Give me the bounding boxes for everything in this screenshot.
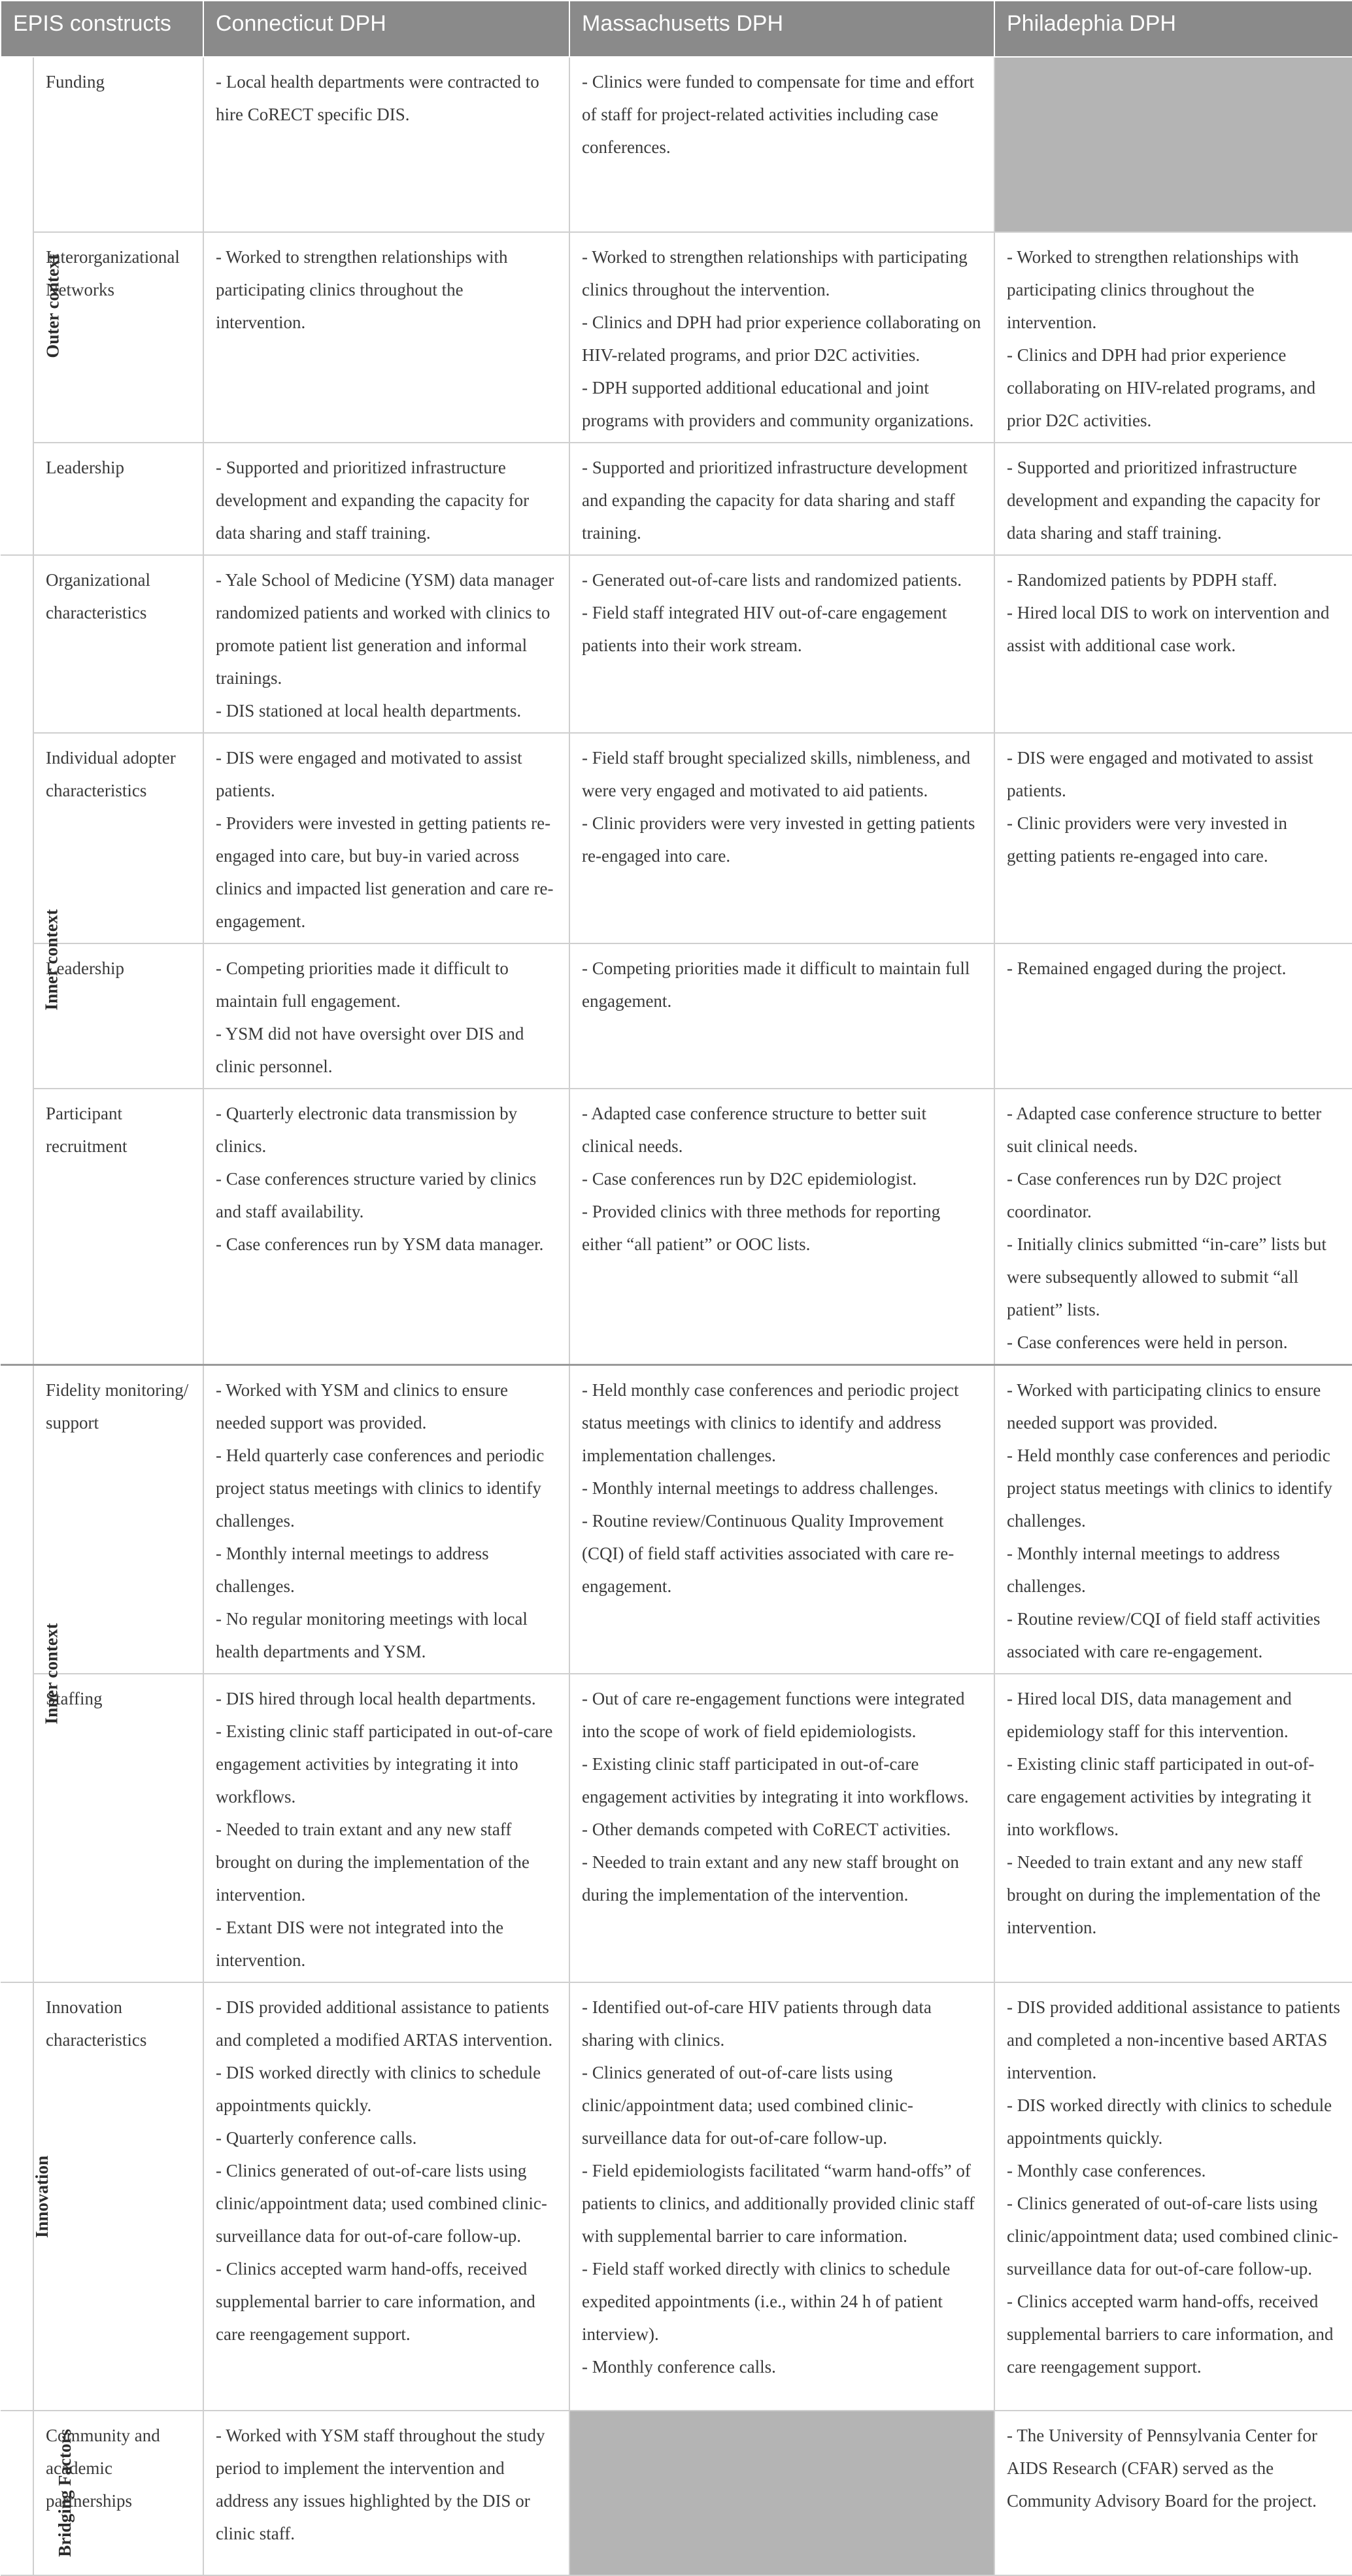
cell-bullet: - DIS worked directly with clinics to schedule appointments quickly. <box>1007 2095 1332 2148</box>
cell-bullet: - Clinics and DPH had prior experience collaborating on HIV-related programs, and prior D2C activities. <box>582 313 981 365</box>
ct-cell <box>203 232 569 443</box>
ct-cell <box>203 57 569 232</box>
cell-bullet: - Initially clinics submitted “in-care” lists but were subsequently allowed to submit “all patient” lists. <box>1007 1234 1327 1319</box>
construct-cell: Organizational characteristics <box>33 555 203 733</box>
cell-bullet: - Case conferences run by YSM data manager. <box>216 1234 544 1254</box>
cell-bullet: - Clinics and DPH had prior experience collaborating on HIV-related programs, and prior D2C activities. <box>1007 345 1316 430</box>
cell-bullet: - Needed to train extant and any new staff brought on during the implementation of the intervention. <box>582 1852 959 1905</box>
group-inner-context-2: Inner context <box>1 1365 33 1983</box>
ma-cell <box>569 443 994 555</box>
cell-bullet: - Field epidemiologists facilitated “warm hand-offs” of patients to clinics, and additionally provided clinic staff with supplemental barrier to care information. <box>582 2161 975 2246</box>
group-inner-context: Inner context <box>1 555 33 1365</box>
cell-bullet: - Identified out-of-care HIV patients through data sharing with clinics. <box>582 1997 932 2050</box>
cell-bullet: - Held monthly case conferences and periodic project status meetings with clinics to identify challenges. <box>1007 1446 1332 1531</box>
cell-bullet: - Competing priorities made it difficult to maintain full engagement. <box>582 958 970 1011</box>
cell-bullet: - Supported and prioritized infrastructure development and expanding the capacity for data sharing and staff training. <box>582 458 968 543</box>
pa-cell <box>994 2411 1352 2575</box>
table-row <box>1 57 1352 232</box>
pa-cell <box>994 443 1352 555</box>
construct-cell: Community and academic partnerships <box>33 2411 203 2575</box>
pa-cell-empty <box>994 57 1352 232</box>
pa-cell <box>994 1365 1352 1674</box>
construct-cell: Innovation characteristics <box>33 1982 203 2411</box>
header-epis-constructs: EPIS constructs <box>1 1 203 57</box>
group-innovation: Innovation <box>1 1982 33 2411</box>
cell-bullet: - Out of care re-engagement functions were integrated into the scope of work of field epidemiologists. <box>582 1689 965 1741</box>
cell-bullet: - Held quarterly case conferences and periodic project status meetings with clinics to identify challenges. <box>216 1446 545 1531</box>
construct-cell: Staffing <box>33 1674 203 1982</box>
ma-cell <box>569 1365 994 1674</box>
cell-bullet: - Field staff brought specialized skills, nimbleness, and were very engaged and motivated to aid patients. <box>582 748 971 800</box>
ct-cell <box>203 1982 569 2411</box>
cell-bullet: - Case conferences were held in person. <box>1007 1332 1288 1352</box>
group-bridging-factors: Bridging Factors <box>1 2411 33 2575</box>
table-row <box>1 1674 1352 1982</box>
cell-bullet: - Provided clinics with three methods for reporting either “all patient” or OOC lists. <box>582 1202 941 1254</box>
header-massachusetts: Massachusetts DPH <box>569 1 994 57</box>
cell-bullet: - Routine review/Continuous Quality Improvement (CQI) of field staff activities associated with care re-engagement. <box>582 1511 955 1596</box>
table-row <box>1 2411 1352 2575</box>
cell-bullet: - Clinics generated of out-of-care lists using clinic/appointment data; used combined clinic-surveillance data for out-of-care follow-up. <box>1007 2194 1338 2279</box>
cell-bullet: - Local health departments were contracted to hire CoRECT specific DIS. <box>216 72 539 124</box>
cell-bullet: - Clinic providers were very invested in getting patients re-engaged into care. <box>1007 813 1287 866</box>
construct-cell: Funding <box>33 57 203 232</box>
cell-bullet: - Yale School of Medicine (YSM) data manager randomized patients and worked with clinics to promote patient list generation and informal trainings. <box>216 570 554 688</box>
cell-bullet: - Worked to strengthen relationships with participating clinics throughout the intervention. <box>582 247 968 299</box>
construct-cell: Participant recruitment <box>33 1089 203 1365</box>
ma-cell <box>569 232 994 443</box>
cell-bullet: - DIS provided additional assistance to patients and completed a non-incentive based ARTAS intervention. <box>1007 1997 1340 2082</box>
cell-bullet: - Generated out-of-care lists and randomized patients. <box>582 570 962 590</box>
cell-bullet: - Clinics generated of out-of-care lists using clinic/appointment data; used combined clinic-surveillance data for out-of-care follow-up. <box>216 2161 547 2246</box>
cell-bullet: - Monthly internal meetings to address challenges. <box>1007 1544 1280 1596</box>
cell-bullet: - Clinic providers were very invested in getting patients re-engaged into care. <box>582 813 975 866</box>
cell-bullet: - Hired local DIS, data management and epidemiology staff for this intervention. <box>1007 1689 1292 1741</box>
pa-cell <box>994 1674 1352 1982</box>
ma-cell <box>569 1674 994 1982</box>
table-row <box>1 232 1352 443</box>
ma-cell <box>569 1089 994 1365</box>
ma-cell-empty <box>569 2411 994 2575</box>
cell-bullet: - Randomized patients by PDPH staff. <box>1007 570 1277 590</box>
cell-bullet: - DPH supported additional educational and joint programs with providers and community organizations. <box>582 378 974 430</box>
ma-cell <box>569 1982 994 2411</box>
cell-bullet: - Needed to train extant and any new staff brought on during the implementation of the intervention. <box>1007 1852 1321 1937</box>
group-outer-context: Outer context <box>1 57 33 555</box>
ct-cell <box>203 1674 569 1982</box>
cell-bullet: - No regular monitoring meetings with local health departments and YSM. <box>216 1609 528 1661</box>
cell-bullet: - Hired local DIS to work on intervention and assist with additional case work. <box>1007 603 1330 655</box>
table-row <box>1 943 1352 1089</box>
cell-bullet: - Monthly internal meetings to address challenges. <box>216 1544 489 1596</box>
cell-bullet: - DIS stationed at local health departments. <box>216 701 522 720</box>
cell-bullet: - Worked to strengthen relationships with participating clinics throughout the intervention. <box>1007 247 1299 332</box>
cell-bullet: - DIS worked directly with clinics to schedule appointments quickly. <box>216 2063 541 2115</box>
cell-bullet: - Case conferences run by D2C epidemiologist. <box>582 1169 917 1189</box>
table-row <box>1 1982 1352 2411</box>
pa-cell <box>994 1089 1352 1365</box>
cell-bullet: - Worked with participating clinics to ensure needed support was provided. <box>1007 1380 1321 1432</box>
cell-bullet: - Clinics accepted warm hand-offs, received supplemental barriers to care information, and care reengagement support. <box>1007 2292 1334 2377</box>
cell-bullet: - Quarterly electronic data transmission by clinics. <box>216 1104 518 1156</box>
ct-cell <box>203 443 569 555</box>
cell-bullet: - Clinics were funded to compensate for time and effort of staff for project-related activities including case conferences. <box>582 72 975 157</box>
ma-cell <box>569 943 994 1089</box>
cell-bullet: - The University of Pennsylvania Center for AIDS Research (CFAR) served as the Community Advisory Board for the project. <box>1007 2426 1317 2511</box>
construct-cell: Interorganizational Networks <box>33 232 203 443</box>
ma-cell <box>569 733 994 943</box>
construct-cell: Individual adopter characteristics <box>33 733 203 943</box>
table-row <box>1 733 1352 943</box>
cell-bullet: - Monthly case conferences. <box>1007 2161 1206 2180</box>
ct-cell <box>203 555 569 733</box>
construct-cell: Leadership <box>33 943 203 1089</box>
cell-bullet: - Competing priorities made it difficult to maintain full engagement. <box>216 958 509 1011</box>
cell-bullet: - Monthly internal meetings to address challenges. <box>582 1478 939 1498</box>
cell-bullet: - Existing clinic staff participated in out-of-care engagement activities by integrating it into workflows. <box>1007 1754 1315 1839</box>
cell-bullet: - DIS were engaged and motivated to assist patients. <box>1007 748 1313 800</box>
pa-cell <box>994 232 1352 443</box>
cell-bullet: - Adapted case conference structure to better suit clinical needs. <box>1007 1104 1322 1156</box>
cell-bullet: - Extant DIS were not integrated into the intervention. <box>216 1918 504 1970</box>
pa-cell <box>994 555 1352 733</box>
cell-bullet: - Case conferences structure varied by clinics and staff availability. <box>216 1169 537 1221</box>
cell-bullet: - Supported and prioritized infrastructure development and expanding the capacity for data sharing and staff training. <box>216 458 530 543</box>
ct-cell <box>203 943 569 1089</box>
ct-cell <box>203 1089 569 1365</box>
header-row <box>1 1 1352 57</box>
cell-bullet: - Adapted case conference structure to better suit clinical needs. <box>582 1104 927 1156</box>
cell-bullet: - Existing clinic staff participated in out-of-care engagement activities by integrating it into workflows. <box>216 1721 553 1806</box>
construct-cell: Leadership <box>33 443 203 555</box>
cell-bullet: - Existing clinic staff participated in out-of-care engagement activities by integrating it into workflows. <box>582 1754 969 1806</box>
cell-bullet: - Field staff integrated HIV out-of-care engagement patients into their work stream. <box>582 603 947 655</box>
cell-bullet: - Worked with YSM staff throughout the study period to implement the intervention and address any issues highlighted by the DIS or clinic staff. <box>216 2426 545 2543</box>
header-philadelphia: Philadephia DPH <box>994 1 1352 57</box>
cell-bullet: - Providers were invested in getting patients re-engaged into care, but buy-in varied across clinics and impacted list generation and care re-engagement. <box>216 813 554 931</box>
cell-bullet: - Field staff worked directly with clinics to schedule expedited appointments (i.e., within 24 h of patient interview). <box>582 2259 951 2344</box>
cell-bullet: - Case conferences run by D2C project coordinator. <box>1007 1169 1281 1221</box>
table-row <box>1 1089 1352 1365</box>
cell-bullet: - Held monthly case conferences and periodic project status meetings with clinics to identify and address implementation challenges. <box>582 1380 959 1465</box>
cell-bullet: - Worked to strengthen relationships with participating clinics throughout the intervention. <box>216 247 508 332</box>
ma-cell <box>569 555 994 733</box>
cell-bullet: - Supported and prioritized infrastructure development and expanding the capacity for data sharing and staff training. <box>1007 458 1321 543</box>
cell-bullet: - Remained engaged during the project. <box>1007 958 1287 978</box>
ct-cell <box>203 1365 569 1674</box>
cell-bullet: - Needed to train extant and any new staff brought on during the implementation of the intervention. <box>216 1820 530 1905</box>
ct-cell <box>203 2411 569 2575</box>
cell-bullet: - Routine review/CQI of field staff activities associated with care re-engagement. <box>1007 1609 1321 1661</box>
cell-bullet: - Clinics accepted warm hand-offs, received supplemental barrier to care information, and care reengagement support. <box>216 2259 535 2344</box>
cell-bullet: - Quarterly conference calls. <box>216 2128 417 2148</box>
cell-bullet: - Other demands competed with CoRECT activities. <box>582 1820 951 1839</box>
header-connecticut: Connecticut DPH <box>203 1 569 57</box>
cell-bullet: - DIS were engaged and motivated to assist patients. <box>216 748 522 800</box>
pa-cell <box>994 1982 1352 2411</box>
table-row <box>1 443 1352 555</box>
cell-bullet: - Worked with YSM and clinics to ensure needed support was provided. <box>216 1380 509 1432</box>
ma-cell <box>569 57 994 232</box>
pa-cell <box>994 943 1352 1089</box>
table-row <box>1 555 1352 733</box>
cell-bullet: - Clinics generated of out-of-care lists using clinic/appointment data; used combined clinic-surveillance data for out-of-care follow-up. <box>582 2063 913 2148</box>
cell-bullet: - Monthly conference calls. <box>582 2357 776 2377</box>
cell-bullet: - YSM did not have oversight over DIS and clinic personnel. <box>216 1024 524 1076</box>
cell-bullet: - DIS provided additional assistance to patients and completed a modified ARTAS intervention. <box>216 1997 553 2050</box>
ct-cell <box>203 733 569 943</box>
pa-cell <box>994 733 1352 943</box>
table-row <box>1 1365 1352 1674</box>
cell-bullet: - DIS hired through local health departments. <box>216 1689 536 1708</box>
construct-cell: Fidelity monitoring/ support <box>33 1365 203 1674</box>
